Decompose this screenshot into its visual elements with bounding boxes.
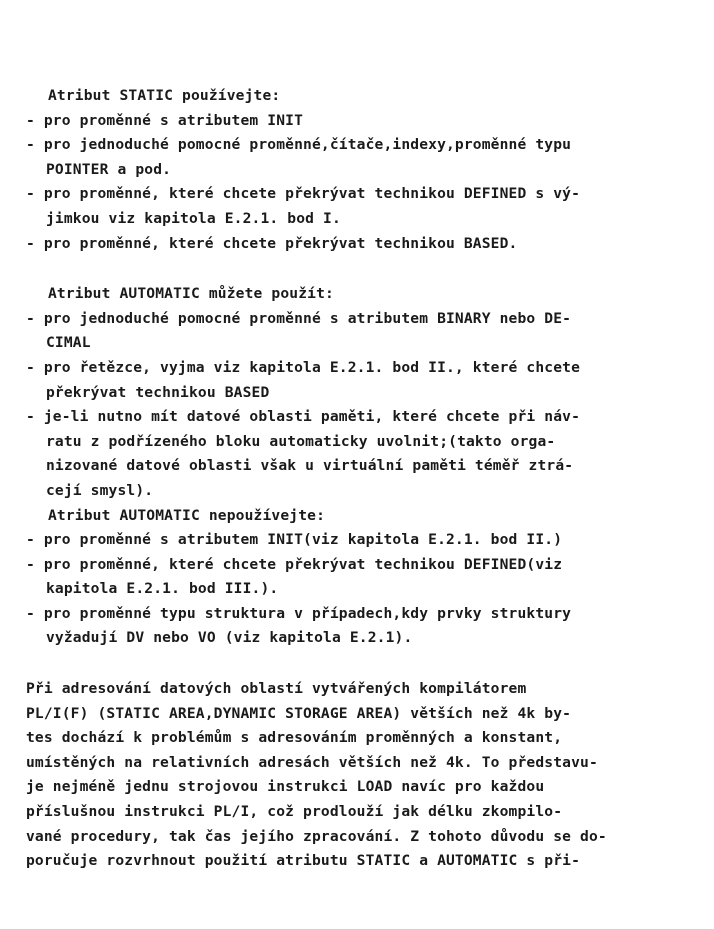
static-item-2: - pro jednoduché pomocné proměnné,čítače,indexy,proměnné typu [26, 136, 572, 154]
auto-not-item-3-cont: vyžadují DV nebo VO (viz kapitola E.2.1). [46, 629, 413, 647]
section-b-row [26, 6, 684, 32]
auto-item-3-cont-3: cejí smysl). [46, 481, 154, 499]
section-b1-row [26, 32, 684, 58]
section-b11-row [26, 58, 684, 84]
auto-item-3: - je-li nutno mít datové oblasti paměti, které chcete při náv- [26, 408, 581, 426]
auto-item-2: - pro řetězce, vyjma viz kapitola E.2.1. bod II., které chcete [26, 358, 581, 376]
auto-not-item-2: - pro proměnné, které chcete překrývat technikou DEFINED(viz [26, 555, 563, 573]
section-b12-row [26, 256, 684, 282]
note-row [26, 651, 684, 677]
auto-item-3-cont-1: ratu z podřízeného bloku automaticky uvolnit;(takto orga- [46, 432, 556, 450]
note-line-4: umístěných na relativních adresách větších než 4k. To představu- [26, 753, 598, 771]
note-line-2: PL/I(F) (STATIC AREA,DYNAMIC STORAGE AREA) větších než 4k by- [26, 704, 572, 722]
note-line-3: tes dochází k problémům s adresováním proměnných a konstant, [26, 729, 563, 747]
auto-intro: Atribut AUTOMATIC můžete použít: [48, 285, 334, 303]
auto-item-3-cont-2: nizované datové oblasti však u virtuální paměti téměř ztrá- [46, 457, 574, 475]
static-intro: Atribut STATIC používejte: [48, 87, 281, 104]
auto-item-1: - pro jednoduché pomocné proměnné s atributem BINARY nebo DE- [26, 309, 572, 327]
note-line-6: příslušnou instrukci PL/I, což prodlouží jak délku zkompilo- [26, 803, 563, 821]
auto-item-2-cont: překrývat technikou BASED [46, 383, 270, 401]
static-item-3-cont: jimkou viz kapitola E.2.1. bod I. [46, 209, 341, 227]
auto-not-item-1: - pro proměnné s atributem INIT(viz kapitola E.2.1. bod II.) [26, 531, 563, 549]
static-item-2-cont: POINTER a pod. [46, 160, 172, 178]
note-line-5: je nejméně jednu strojovou instrukci LOAD navíc pro každou [26, 778, 545, 796]
note-line-1: Při adresování datových oblastí vytvářených kompilátorem [26, 680, 527, 698]
note-line-8: poručuje rozvrhnout použití atributu STATIC a AUTOMATIC s při- [26, 852, 581, 870]
static-item-3: - pro proměnné, které chcete překrývat technikou DEFINED s vý- [26, 185, 581, 203]
static-item-4: - pro proměnné, které chcete překrývat technikou BASED. [26, 234, 518, 252]
auto-item-1-cont: CIMAL [46, 334, 91, 352]
note-line-7: vané procedury, tak čas jejího zpracování. Z tohoto důvodu se do- [26, 827, 607, 845]
auto-not-item-2-cont: kapitola E.2.1. bod III.). [46, 580, 279, 598]
static-item-1: - pro proměnné s atributem INIT [26, 111, 304, 129]
auto-not-intro: Atribut AUTOMATIC nepoužívejte: [48, 506, 326, 524]
auto-not-item-3: - pro proměnné typu struktura v případech,kdy prvky struktury [26, 604, 572, 622]
